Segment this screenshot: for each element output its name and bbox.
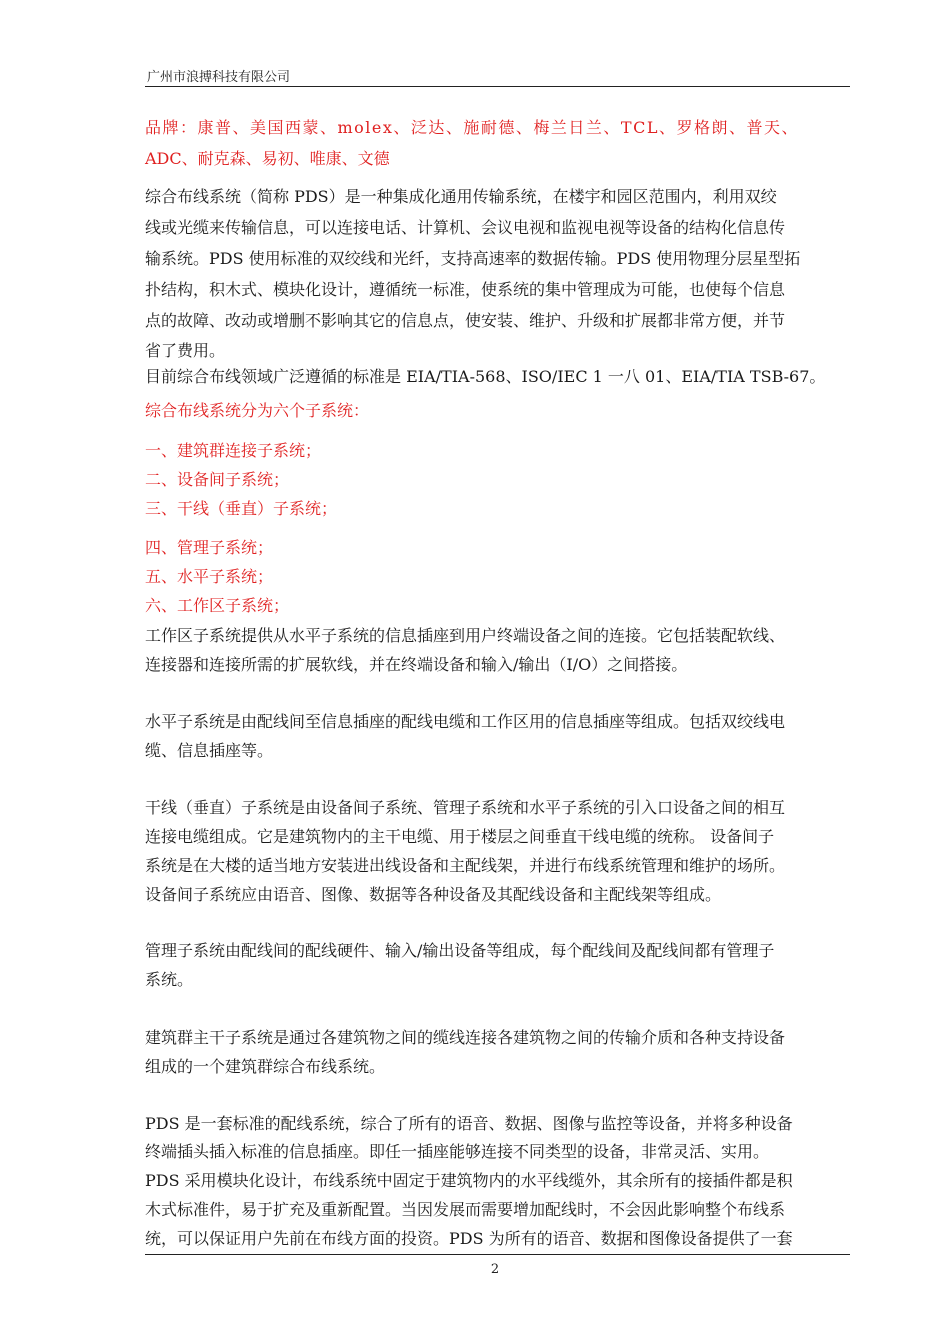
horizontal-line: 缆、信息插座等。 — [145, 741, 274, 760]
intro-line: 扑结构，积木式、模块化设计，遵循统一标准，使系统的集中管理成为可能，也使每个信息 — [145, 280, 786, 299]
intro-line: 综合布线系统（简称 PDS）是一种集成化通用传输系统，在楼宇和园区范围内，利用双绞 — [145, 187, 777, 206]
backbone-line: 设备间子系统应由语音、图像、数据等各种设备及其配线设备和主配线架等组成。 — [145, 885, 722, 904]
subsystem-item: 六、工作区子系统； — [145, 596, 290, 615]
intro-line: 省了费用。 — [145, 341, 226, 360]
subsystems-heading: 综合布线系统分为六个子系统： — [145, 401, 370, 420]
pds-line: 木式标准件，易于扩充及重新配置。当因发展而需要增加配线时，不会因此影响整个布线系 — [145, 1200, 786, 1219]
brands-line-1: 品牌：康普、美国西蒙、molex、泛达、施耐德、梅兰日兰、TCL、罗格朗、普天、 — [145, 118, 799, 137]
work-area-line: 工作区子系统提供从水平子系统的信息插座到用户终端设备之间的连接。它包括装配软线、 — [145, 626, 786, 645]
subsystem-item: 二、设备间子系统； — [145, 470, 290, 489]
header-divider — [145, 86, 850, 87]
header-company-name: 广州市浪搏科技有限公司 — [147, 70, 291, 85]
pds-line: 终端插头插入标准的信息插座。即任一插座能够连接不同类型的设备，非常灵活、实用。 — [145, 1142, 770, 1161]
subsystem-item: 三、干线（垂直）子系统； — [145, 499, 338, 518]
backbone-line: 系统是在大楼的适当地方安装进出线设备和主配线架，并进行布线系统管理和维护的场所。 — [145, 856, 786, 875]
pds-line: PDS 是一套标准的配线系统，综合了所有的语音、数据、图像与监控等设备，并将多种设备 — [145, 1114, 793, 1133]
backbone-line: 连接电缆组成。它是建筑物内的主干电缆、用于楼层之间垂直干线电缆的统称。 设备间子 — [145, 827, 775, 846]
horizontal-line: 水平子系统是由配线间至信息插座的配线电缆和工作区用的信息插座等组成。包括双绞线电 — [145, 712, 786, 731]
work-area-line: 连接器和连接所需的扩展软线，并在终端设备和输入/输出（I/O）之间搭接。 — [145, 655, 688, 674]
administration-line: 管理子系统由配线间的配线硬件、输入/输出设备等组成，每个配线间及配线间都有管理子 — [145, 941, 775, 960]
page-number: 2 — [490, 1262, 500, 1277]
footer-divider — [145, 1254, 850, 1255]
subsystem-item: 一、建筑群连接子系统； — [145, 441, 322, 460]
subsystem-item: 四、管理子系统； — [145, 538, 274, 557]
brands-line-2: ADC、耐克森、易初、唯康、文德 — [145, 149, 390, 168]
pds-line: PDS 采用模块化设计，布线系统中固定于建筑物内的水平线缆外，其余所有的接插件都是积 — [145, 1171, 793, 1190]
pds-line: 统，可以保证用户先前在布线方面的投资。PDS 为所有的语音、数据和图像设备提供了一套 — [145, 1229, 793, 1248]
intro-line: 点的故障、改动或增删不影响其它的信息点，使安装、维护、升级和扩展都非常方便，并节 — [145, 311, 786, 330]
backbone-line: 干线（垂直）子系统是由设备间子系统、管理子系统和水平子系统的引入口设备之间的相互 — [145, 798, 786, 817]
intro-line: 线或光缆来传输信息，可以连接电话、计算机、会议电视和监视电视等设备的结构化信息传 — [145, 218, 786, 237]
intro-line: 输系统。PDS 使用标准的双绞线和光纤，支持高速率的数据传输。PDS 使用物理分层星型拓 — [145, 249, 801, 268]
standards-line: 目前综合布线领域广泛遵循的标准是 EIA/TIA-568、ISO/IEC 1 一八 01、EIA/TIA TSB-67。 — [145, 367, 826, 386]
campus-line: 建筑群主干子系统是通过各建筑物之间的缆线连接各建筑物之间的传输介质和各种支持设备 — [145, 1028, 786, 1047]
campus-line: 组成的一个建筑群综合布线系统。 — [145, 1057, 386, 1076]
administration-line: 系统。 — [145, 970, 194, 989]
subsystem-item: 五、水平子系统； — [145, 567, 274, 586]
